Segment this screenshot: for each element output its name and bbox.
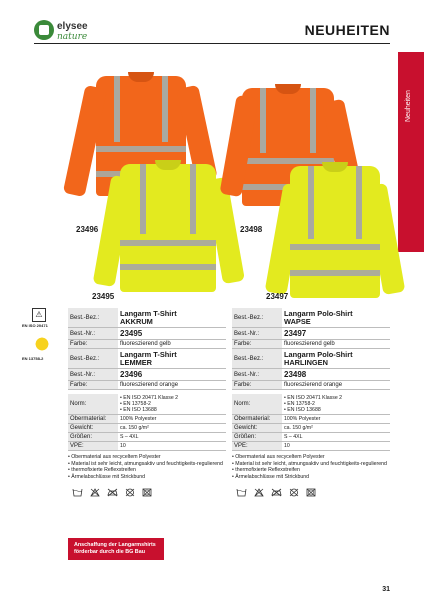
logo-name: elysee (57, 21, 88, 32)
reflex-stripe (140, 164, 146, 234)
no-iron-icon (271, 488, 282, 499)
row-label: Norm: (68, 394, 118, 415)
norm-item: • EN ISO 13688 (120, 406, 157, 413)
norm-item: • EN ISO 13688 (284, 406, 321, 413)
reflex-stripe (356, 166, 362, 239)
side-tab (398, 52, 424, 252)
row-label: Farbe: (68, 381, 118, 390)
reflex-stripe (120, 240, 216, 246)
product-name-line: LEMMER (120, 358, 153, 367)
list-item: • thermofixierte Reflexstreifen (68, 467, 226, 474)
no-dryclean-icon (125, 488, 135, 499)
row-label: Farbe: (232, 340, 282, 349)
reflex-stripe (242, 158, 334, 164)
row-label: Best.-Bez.: (68, 308, 118, 328)
row-label: Farbe: (232, 381, 282, 390)
spec-value: 10 (282, 441, 390, 450)
norm-list (118, 394, 226, 415)
article-number-label: 23498 (240, 225, 263, 234)
uv-protection-icon (31, 333, 53, 355)
care-symbols (72, 488, 152, 499)
table-row (68, 381, 226, 390)
table-row (232, 381, 390, 390)
product-name-line: Langarm Polo-Shirt (284, 350, 353, 359)
wash-40-icon (72, 488, 83, 499)
reflex-stripe (310, 88, 316, 153)
list-item: • Material ist sehr leicht, atmungsaktiv und feuchtigkeits-regulierend (68, 461, 226, 468)
table-row (68, 349, 226, 369)
product-color: fluoreszierend orange (282, 381, 390, 390)
reflex-stripe (120, 264, 216, 270)
spec-value: 100% Polyester (118, 414, 226, 423)
reflex-stripe (308, 166, 314, 239)
table-row (232, 423, 390, 432)
reflex-stripe (290, 244, 380, 250)
row-label: Gewicht: (232, 423, 282, 432)
polo-yellow (290, 166, 380, 298)
table-row (232, 340, 390, 349)
table-row (68, 340, 226, 349)
product-number: 23497 (282, 328, 390, 340)
product-name (282, 308, 390, 328)
cert-caption: EN ISO 20471 (22, 323, 48, 328)
product-name (118, 349, 226, 369)
row-label: Best.-Nr.: (68, 328, 118, 340)
norm-item: • EN 13758-2 (284, 400, 315, 407)
product-photo-tshirts (68, 66, 230, 306)
spec-value: S – 4XL (118, 432, 226, 441)
no-iron-icon (107, 488, 118, 499)
article-number-label: 23497 (266, 292, 289, 301)
table-row (68, 432, 226, 441)
table-row (68, 423, 226, 432)
product-number: 23498 (282, 369, 390, 381)
funding-note-line: förderbar durch die BG Bau (74, 549, 145, 555)
funding-note-line: Anschaffung der Langarmshirts (74, 542, 156, 548)
care-symbols (236, 488, 316, 499)
shirt-collar (155, 160, 181, 170)
row-label: Farbe: (68, 340, 118, 349)
table-row (232, 394, 390, 415)
list-item: • Obermaterial aus recyceltem Polyester (232, 454, 390, 461)
no-tumble-dry-icon (142, 488, 152, 499)
norm-item: • EN ISO 20471 Klasse 2 (284, 394, 343, 401)
no-tumble-dry-icon (306, 488, 316, 499)
table-row (68, 308, 226, 328)
table-row (68, 369, 226, 381)
row-label: Obermaterial: (232, 414, 282, 423)
no-bleach-icon (90, 488, 100, 499)
list-item: • Obermaterial aus recyceltem Polyester (68, 454, 226, 461)
row-label: Best.-Bez.: (68, 349, 118, 369)
product-color: fluoreszierend orange (118, 381, 226, 390)
shirt-yellow (120, 164, 216, 292)
header-divider (34, 43, 390, 44)
spec-value: ca. 150 g/m² (118, 423, 226, 432)
spec-value: 100% Polyester (282, 414, 390, 423)
product-name-line: Langarm T-Shirt (120, 350, 177, 359)
table-row (68, 441, 226, 450)
no-dryclean-icon (289, 488, 299, 499)
product-name (282, 349, 390, 369)
page-title: NEUHEITEN (304, 22, 390, 38)
polo-collar (275, 84, 301, 94)
funding-note (68, 538, 164, 560)
logo-sub: nature (57, 32, 88, 42)
product-table-tshirts (68, 308, 226, 451)
table-row (232, 369, 390, 381)
product-photo-polos (234, 66, 396, 306)
page-number: 31 (382, 586, 390, 593)
product-name-line: Langarm T-Shirt (120, 309, 177, 318)
feature-list-polos (232, 454, 390, 480)
reflex-stripe (96, 146, 186, 152)
product-name-line: WAPSE (284, 317, 311, 326)
list-item: • Material ist sehr leicht, atmungsaktiv und feuchtigkeits-regulierend (232, 461, 390, 468)
row-label: Best.-Nr.: (68, 369, 118, 381)
product-number: 23495 (118, 328, 226, 340)
row-label: Größen: (232, 432, 282, 441)
table-row (68, 328, 226, 340)
cert-caption: EN 13758-2 (22, 356, 44, 361)
product-number: 23496 (118, 369, 226, 381)
article-number-label: 23496 (76, 225, 99, 234)
product-name-line: AKKRUM (120, 317, 153, 326)
list-item: • thermofixierte Reflexstreifen (232, 467, 390, 474)
spec-value: 10 (118, 441, 226, 450)
product-name-line: HARLINGEN (284, 358, 328, 367)
table-row (232, 441, 390, 450)
row-label: Best.-Nr.: (232, 328, 282, 340)
list-item: • Ärmelabschlüsse mit Strickbund (68, 474, 226, 481)
wash-40-icon (236, 488, 247, 499)
row-label: Gewicht: (68, 423, 118, 432)
reflex-stripe (260, 88, 266, 153)
product-color: fluoreszierend gelb (118, 340, 226, 349)
reflex-stripe (162, 76, 168, 142)
row-label: Obermaterial: (68, 414, 118, 423)
table-row (232, 432, 390, 441)
product-color: fluoreszierend gelb (282, 340, 390, 349)
reflex-stripe (114, 76, 120, 142)
feature-list-tshirts (68, 454, 226, 480)
spec-value: S – 4XL (282, 432, 390, 441)
row-label: Best.-Bez.: (232, 308, 282, 328)
logo-badge-icon (34, 20, 54, 40)
row-label: Norm: (232, 394, 282, 415)
polo-collar (322, 162, 348, 172)
row-label: Best.-Nr.: (232, 369, 282, 381)
table-row (68, 394, 226, 415)
list-item: • Ärmelabschlüsse mit Strickbund (232, 474, 390, 481)
no-bleach-icon (254, 488, 264, 499)
table-row (232, 414, 390, 423)
side-tab-label: Neuheiten (405, 90, 412, 122)
row-label: Größen: (68, 432, 118, 441)
table-row (68, 414, 226, 423)
table-row (232, 349, 390, 369)
hi-vis-certification-icon: ⚠ (32, 308, 46, 322)
table-row (232, 328, 390, 340)
reflex-stripe (290, 270, 380, 276)
norm-list (282, 394, 390, 415)
row-label: VPE: (68, 441, 118, 450)
spec-value: ca. 150 g/m² (282, 423, 390, 432)
table-row (232, 308, 390, 328)
row-label: VPE: (232, 441, 282, 450)
shirt-collar (128, 72, 154, 82)
product-name (118, 308, 226, 328)
product-name-line: Langarm Polo-Shirt (284, 309, 353, 318)
norm-item: • EN ISO 20471 Klasse 2 (120, 394, 179, 401)
row-label: Best.-Bez.: (232, 349, 282, 369)
product-table-polos (232, 308, 390, 451)
reflex-stripe (190, 164, 196, 234)
norm-item: • EN 13758-2 (120, 400, 151, 407)
article-number-label: 23495 (92, 292, 115, 301)
